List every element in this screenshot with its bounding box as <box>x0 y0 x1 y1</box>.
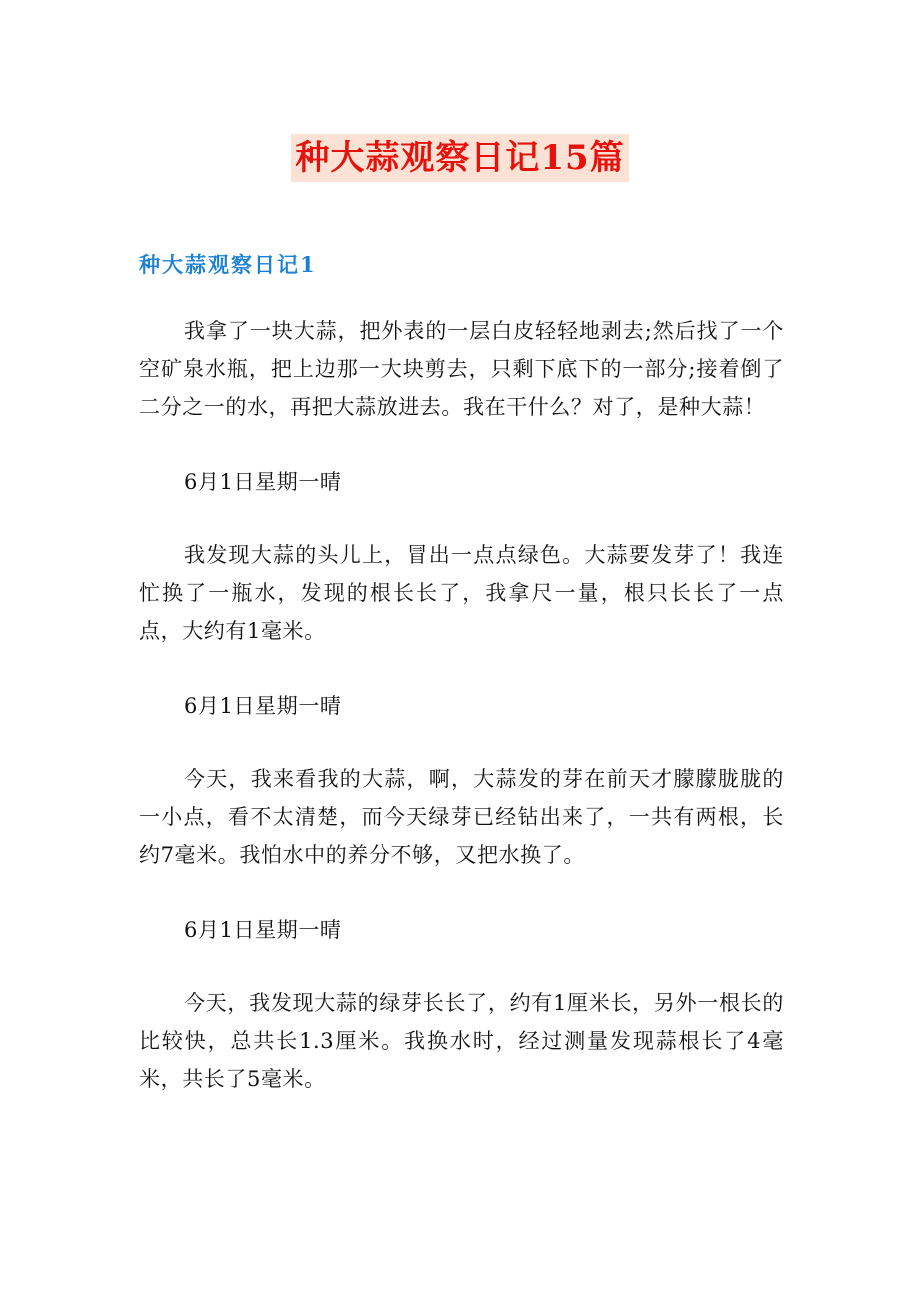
diary-date-line: 6月1日星期一晴 <box>184 694 342 718</box>
diary-date-line: 6月1日星期一晴 <box>184 918 342 942</box>
document-body <box>139 312 784 1135</box>
diary-date-line: 6月1日星期一晴 <box>184 470 342 494</box>
body-paragraph: 我发现大蒜的头儿上，冒出一点点绿色。大蒜要发芽了！我连忙换了一瓶水，发现的根长长了，我拿尺一量，根只长长了一点点，大约有1毫米。 <box>139 543 784 643</box>
body-paragraph: 我拿了一块大蒜，把外表的一层白皮轻轻地剥去;然后找了一个空矿泉水瓶，把上边那一大块剪去，只剩下底下的一部分;接着倒了二分之一的水，再把大蒜放进去。我在干什么？对了，是种大蒜！ <box>139 319 784 419</box>
document-title: 种大蒜观察日记15篇 <box>291 134 628 182</box>
title-container <box>0 134 920 182</box>
body-paragraph: 今天，我来看我的大蒜，啊，大蒜发的芽在前天才朦朦胧胧的一小点，看不太清楚，而今天绿芽已经钻出来了，一共有两根，长约7毫米。我怕水中的养分不够，又把水换了。 <box>139 767 784 867</box>
body-paragraph: 今天，我发现大蒜的绿芽长长了，约有1厘米长，另外一根长的比较快，总共长1.3厘米。我换水时，经过测量发现蒜根长了4毫米，共长了5毫米。 <box>139 991 784 1091</box>
section-heading: 种大蒜观察日记1 <box>139 252 317 277</box>
